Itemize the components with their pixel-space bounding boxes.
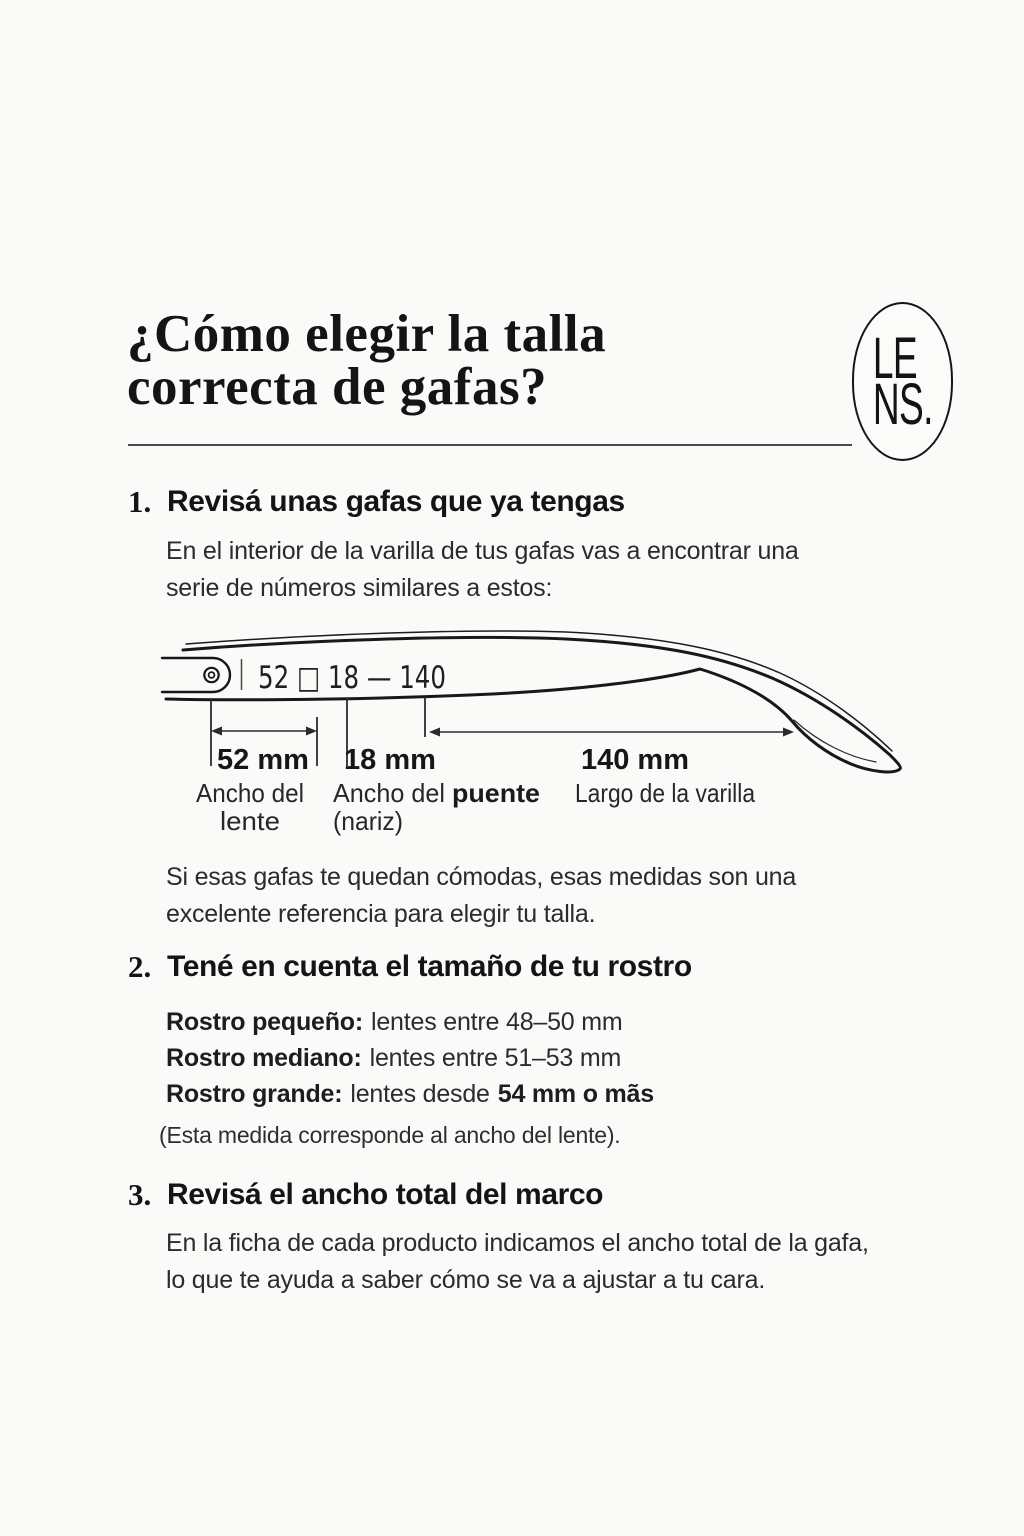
face-size-label: Rostro pequeño: xyxy=(166,1008,363,1036)
section2-heading xyxy=(128,949,692,985)
brand-logo-text xyxy=(872,325,933,437)
arrow-temple-head-left xyxy=(429,728,440,737)
list-item-large-face xyxy=(166,1076,654,1112)
section3-body-line2: lo que te ayuda a saber cómo se va a ajustar a tu cara. xyxy=(166,1266,766,1294)
section2-footnote: (Esta medida corresponde al ancho del lente). xyxy=(159,1122,621,1148)
section1-body xyxy=(166,533,799,607)
face-size-label: Rostro grande: xyxy=(166,1080,343,1108)
section1-note-line2: excelente referencia para elegir tu talla. xyxy=(166,900,596,928)
arrow-lens-head-left xyxy=(211,727,222,736)
brand-logo-line1: LE xyxy=(872,325,917,391)
section2-heading-text: Tené en cuenta el tamaño de tu rostro xyxy=(167,950,692,983)
section1-note-line1: Si esas gafas te quedan cómodas, esas medidas son una xyxy=(166,863,797,891)
face-size-bold-text: 54 mm o mãs xyxy=(497,1080,654,1108)
hinge-cap xyxy=(162,658,230,692)
list-item-small-face xyxy=(166,1004,654,1040)
temple-marking-text: 52 □ 18 — 140 xyxy=(258,660,446,696)
lens-width-label-line1: Ancho del xyxy=(196,778,304,808)
bridge-width-label-regular: Ancho del xyxy=(333,778,445,808)
temple-length-label: Largo de la varilla xyxy=(575,778,756,808)
brand-logo xyxy=(852,302,953,461)
section1-heading xyxy=(128,484,625,520)
page-title xyxy=(127,305,607,416)
section3-body xyxy=(166,1225,869,1299)
arrow-lens-head-right xyxy=(306,727,317,736)
face-size-text: lentes entre 48–50 mm xyxy=(371,1008,623,1036)
face-size-list xyxy=(166,1004,654,1112)
section3-body-line1: En la ficha de cada producto indicamos el ancho total de la gafa, xyxy=(166,1229,869,1257)
section2-number: 2. xyxy=(128,949,152,984)
page-title-line2: correcta de gafas? xyxy=(127,358,548,416)
bridge-width-label-bold: puente xyxy=(452,778,540,808)
title-divider xyxy=(128,444,852,446)
hinge-screw-center-icon xyxy=(209,672,215,678)
face-size-text: lentes entre 51–53 mm xyxy=(369,1044,622,1072)
section1-body-line1: En el interior de la varilla de tus gafas vas a encontrar una xyxy=(166,537,799,565)
face-size-text: lentes desde xyxy=(350,1080,490,1108)
section3-heading xyxy=(128,1177,603,1213)
section1-note xyxy=(166,859,796,933)
section1-body-line2: serie de números similares a estos: xyxy=(166,574,553,602)
arrow-temple-head-right xyxy=(783,728,794,737)
face-size-label: Rostro mediano: xyxy=(166,1044,362,1072)
section3-heading-text: Revisá el ancho total del marco xyxy=(167,1178,604,1211)
bridge-width-label-line2: (nariz) xyxy=(333,806,403,836)
temple-length-value: 140 mm xyxy=(580,744,690,776)
page-title-line1: ¿Cómo elegir la talla xyxy=(127,305,607,363)
brand-logo-line2: NS. xyxy=(872,371,933,437)
list-item-medium-face xyxy=(166,1040,654,1076)
hinge-screw-icon xyxy=(204,668,218,682)
lens-width-label-line2: lente xyxy=(220,806,280,836)
section3-number: 3. xyxy=(128,1177,152,1212)
section1-number: 1. xyxy=(128,484,152,519)
section1-heading-text: Revisá unas gafas que ya tengas xyxy=(167,485,625,518)
lens-width-value: 52 mm xyxy=(217,744,309,776)
bridge-width-value: 18 mm xyxy=(344,744,436,776)
temple-arm-diagram xyxy=(140,615,964,860)
